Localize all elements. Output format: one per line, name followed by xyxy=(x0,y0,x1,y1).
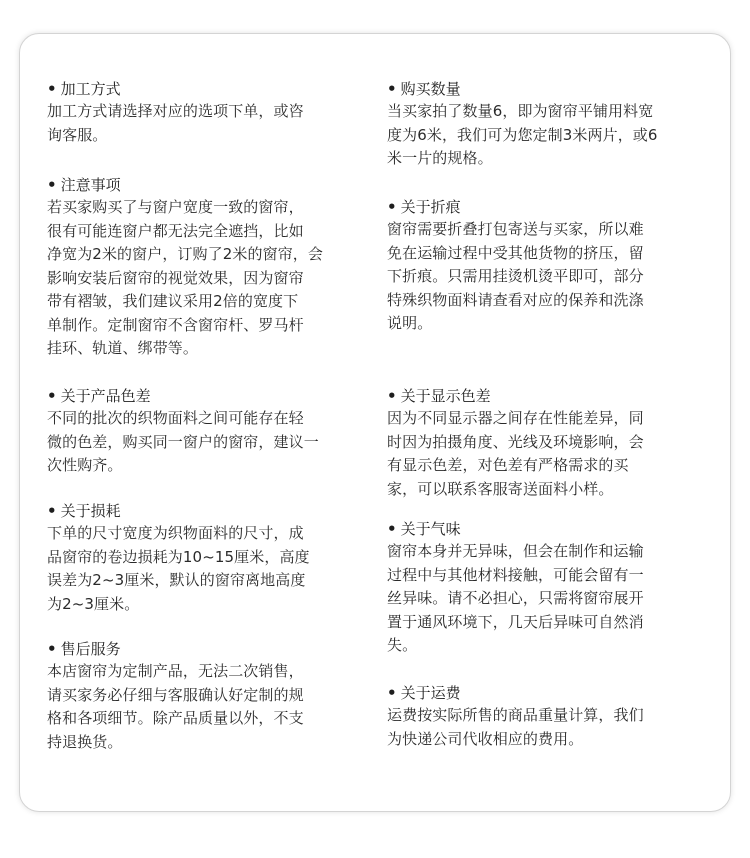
body-line: 请买家务必仔细与客服确认好定制的规 xyxy=(47,685,304,704)
body-line: 丝异味。请不必担心，只需将窗帘展开 xyxy=(387,589,644,607)
section-right-3 xyxy=(387,518,707,658)
section-body xyxy=(47,407,367,478)
section-heading xyxy=(387,385,707,407)
body-line: 度为6米，我们可为您定制3米两片，或6 xyxy=(387,125,658,144)
body-line: 特殊织物面料请查看对应的保养和洗涤 xyxy=(387,290,644,309)
section-title: 关于气味 xyxy=(400,520,461,538)
bullet-icon: • xyxy=(47,80,57,98)
body-line: 下折痕。只需用挂烫机烫平即可，部分 xyxy=(387,267,644,285)
body-line: 次性购齐。 xyxy=(47,456,123,474)
bullet-icon: • xyxy=(387,520,397,538)
section-heading xyxy=(47,174,367,196)
body-line: 窗帘本身并无异味，但会在制作和运输 xyxy=(387,542,644,560)
body-line: 说明。 xyxy=(387,314,433,332)
body-line: 失。 xyxy=(387,636,418,654)
section-title: 关于产品色差 xyxy=(60,387,151,405)
body-line: 为快递公司代收相应的费用。 xyxy=(387,729,584,748)
body-line: 过程中与其他材料接触，可能会留有一 xyxy=(387,565,644,584)
body-line: 有显示色差，对色差有严格需求的买 xyxy=(387,456,629,474)
body-line: 米一片的规格。 xyxy=(387,149,493,167)
bullet-icon: • xyxy=(387,684,397,702)
body-line: 置于通风环境下，几天后异味可自然消 xyxy=(387,612,644,631)
body-line: 带有褶皱，我们建议采用2倍的宽度下 xyxy=(47,292,299,310)
body-line: 本店窗帘为定制产品，无法二次销售， xyxy=(47,662,304,680)
body-line: 因为不同显示器之间存在性能差异，同 xyxy=(387,409,644,427)
body-line: 格和各项细节。除产品质量以外，不支 xyxy=(47,709,304,727)
section-heading xyxy=(387,78,707,100)
section-body xyxy=(47,522,367,616)
body-line: 净宽为2米的窗户，订购了2米的窗帘，会 xyxy=(47,245,323,263)
section-heading xyxy=(387,196,707,218)
section-right-4 xyxy=(387,682,707,751)
section-right-2 xyxy=(387,385,707,501)
body-line: 家，可以联系客服寄送面料小样。 xyxy=(387,479,614,498)
section-heading xyxy=(47,78,367,100)
body-line: 窗帘需要折叠打包寄送与买家，所以难 xyxy=(387,220,644,238)
bullet-icon: • xyxy=(387,80,397,98)
section-title: 关于折痕 xyxy=(400,198,461,216)
section-left-3 xyxy=(47,500,367,616)
section-body xyxy=(47,100,367,147)
bullet-icon: • xyxy=(387,387,397,405)
section-body xyxy=(387,540,707,658)
section-body xyxy=(387,407,707,501)
body-line: 若买家购买了与窗户宽度一致的窗帘， xyxy=(47,198,304,216)
bullet-icon: • xyxy=(47,176,57,194)
section-heading xyxy=(47,500,367,522)
section-left-2 xyxy=(47,385,367,478)
bullet-icon: • xyxy=(47,502,57,520)
body-line: 持退换货。 xyxy=(47,732,123,751)
body-line: 加工方式请选择对应的选项下单，或咨 xyxy=(47,102,304,120)
section-title: 购买数量 xyxy=(400,80,461,98)
section-right-0 xyxy=(387,78,707,171)
section-body xyxy=(387,218,707,336)
body-line: 免在运输过程中受其他货物的挤压，留 xyxy=(387,243,644,262)
body-line: 当买家拍了数量6，即为窗帘平铺用料宽 xyxy=(387,102,654,120)
body-line: 品窗帘的卷边损耗为10~15厘米，高度 xyxy=(47,547,310,566)
bullet-icon: • xyxy=(47,387,57,405)
body-line: 微的色差，购买同一窗户的窗帘，建议一 xyxy=(47,432,319,451)
section-body xyxy=(47,660,367,754)
body-line: 很有可能连窗户都无法完全遮挡，比如 xyxy=(47,221,304,240)
body-line: 不同的批次的织物面料之间可能存在轻 xyxy=(47,409,304,427)
section-title: 加工方式 xyxy=(60,80,121,98)
section-heading xyxy=(47,638,367,660)
section-heading xyxy=(387,682,707,704)
body-line: 为2~3厘米。 xyxy=(47,594,140,613)
section-left-1 xyxy=(47,174,367,361)
section-title: 售后服务 xyxy=(60,640,121,658)
body-line: 挂环、轨道、绑带等。 xyxy=(47,339,199,357)
body-line: 运费按实际所售的商品重量计算，我们 xyxy=(387,706,644,724)
body-line: 误差为2~3厘米，默认的窗帘离地高度 xyxy=(47,571,306,589)
section-title: 关于运费 xyxy=(400,684,461,702)
body-line: 单制作。定制窗帘不含窗帘杆、罗马杆 xyxy=(47,315,304,334)
body-line: 时因为拍摄角度、光线及环境影响，会 xyxy=(387,432,644,451)
bullet-icon: • xyxy=(387,198,397,216)
section-body xyxy=(387,100,707,171)
section-left-4 xyxy=(47,638,367,754)
info-card xyxy=(19,33,731,812)
section-heading xyxy=(387,518,707,540)
section-title: 关于损耗 xyxy=(60,502,121,520)
section-body xyxy=(47,196,367,361)
section-heading xyxy=(47,385,367,407)
section-body xyxy=(387,704,707,751)
section-right-1 xyxy=(387,196,707,336)
body-line: 下单的尺寸宽度为织物面料的尺寸，成 xyxy=(47,524,304,542)
section-left-0 xyxy=(47,78,367,147)
body-line: 询客服。 xyxy=(47,125,108,144)
section-title: 关于显示色差 xyxy=(400,387,491,405)
bullet-icon: • xyxy=(47,640,57,658)
section-title: 注意事项 xyxy=(60,176,121,194)
body-line: 影响安装后窗帘的视觉效果，因为窗帘 xyxy=(47,268,304,287)
